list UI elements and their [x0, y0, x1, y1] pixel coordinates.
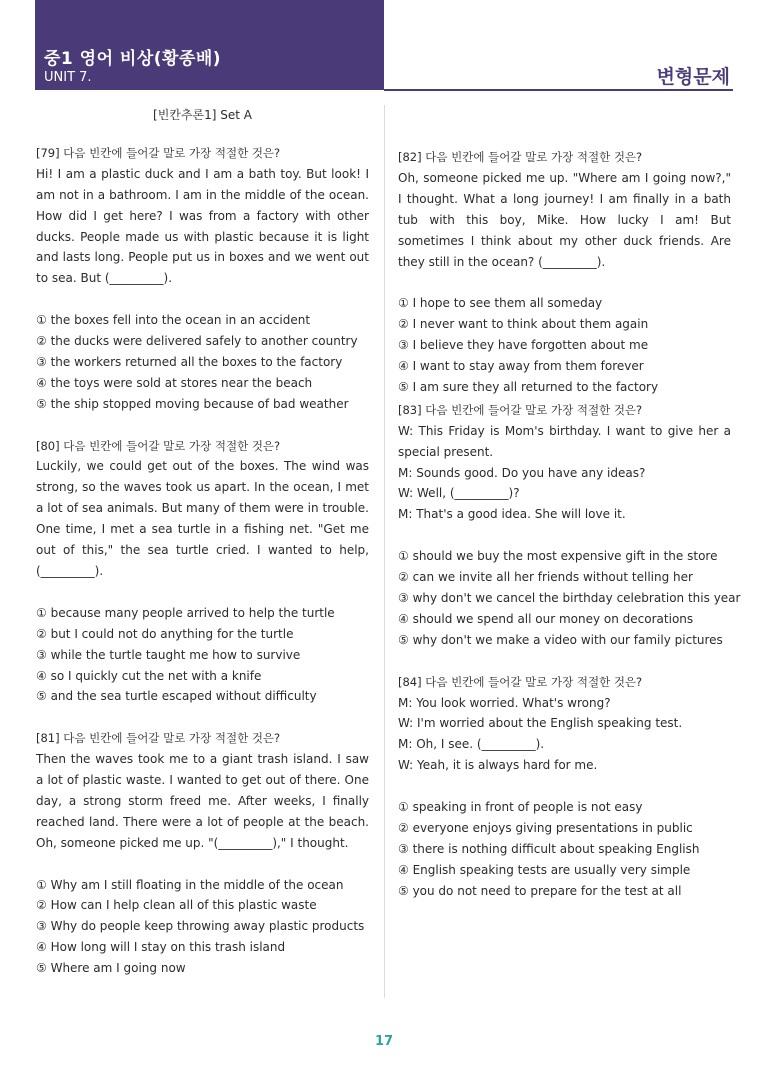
question-passage: Then the waves took me to a giant trash island. I saw a lot of plastic waste. I wanted to get out of there. One day, a strong storm freed me. After weeks, I finally reached land. There were a lot of people at the beach. Oh, someone picked me up. "(_________)," I thought.	[36, 752, 369, 850]
option-list	[398, 293, 731, 398]
option[interactable]: ① speaking in front of people is not easy	[398, 800, 643, 815]
option[interactable]: ② can we invite all her friends without telling her	[398, 570, 693, 585]
header-rule	[384, 89, 733, 91]
option-list	[398, 546, 741, 651]
option[interactable]: ② How can I help clean all of this plastic waste	[36, 898, 317, 913]
page-number: 17	[374, 1034, 394, 1049]
option[interactable]: ③ the workers returned all the boxes to the factory	[36, 354, 343, 369]
left-column	[36, 105, 369, 979]
option-list	[36, 310, 369, 415]
option[interactable]: ④ English speaking tests are usually very simple	[398, 862, 691, 877]
question-header: [80] 다음 빈칸에 들어갈 말로 가장 적절한 것은?	[36, 438, 281, 453]
option-list	[36, 875, 369, 980]
option-list	[36, 603, 369, 708]
book-title: 중1 영어 비상(황종배)	[44, 49, 222, 69]
question-80	[36, 436, 369, 708]
question-83	[398, 400, 741, 651]
option[interactable]: ③ why don't we cancel the birthday celebration this year	[398, 591, 741, 605]
question-header: [84] 다음 빈칸에 들어갈 말로 가장 적절한 것은?	[398, 674, 643, 689]
question-header: [81] 다음 빈칸에 들어갈 말로 가장 적절한 것은?	[36, 731, 281, 746]
option[interactable]: ⑤ you do not need to prepare for the test at all	[398, 883, 682, 898]
option[interactable]: ① the boxes fell into the ocean in an accident	[36, 313, 311, 328]
question-79	[36, 143, 369, 415]
option[interactable]: ② everyone enjoys giving presentations in public	[398, 820, 693, 835]
section-label: 변형문제	[656, 66, 730, 88]
option[interactable]: ③ I believe they have forgotten about me	[398, 338, 649, 353]
question-passage: Luckily, we could get out of the boxes. The wind was strong, so the waves took us apart. In the ocean, I met a lot of sea animals. But many of them were in trouble. One time, I met a sea turtle in a fishing net. "Get me out of this," the sea turtle cried. I wanted to help, (_________).	[36, 459, 369, 578]
option[interactable]: ② but I could not do anything for the turtle	[36, 626, 294, 641]
option[interactable]: ③ Why do people keep throwing away plastic products	[36, 919, 365, 934]
option-list	[398, 797, 731, 902]
option[interactable]: ④ I want to stay away from them forever	[398, 359, 644, 374]
dialogue-line: M: Sounds good. Do you have any ideas?	[398, 465, 646, 480]
question-84	[398, 672, 731, 902]
column-divider	[384, 105, 385, 998]
option[interactable]: ④ How long will I stay on this trash island	[36, 940, 286, 955]
option[interactable]: ⑤ why don't we make a video with our family pictures	[398, 632, 723, 647]
dialogue-line: W: I'm worried about the English speaking test.	[398, 716, 683, 731]
option[interactable]: ④ the toys were sold at stores near the beach	[36, 375, 313, 390]
option[interactable]: ④ should we spend all our money on decorations	[398, 611, 694, 626]
option[interactable]: ⑤ and the sea turtle escaped without difficulty	[36, 689, 317, 704]
option[interactable]: ③ there is nothing difficult about speaking English	[398, 841, 700, 856]
option[interactable]: ② the ducks were delivered safely to another country	[36, 334, 358, 349]
option[interactable]: ⑤ the ship stopped moving because of bad weather	[36, 396, 349, 411]
dialogue-line: M: You look worried. What's wrong?	[398, 695, 611, 710]
dialogue-line: W: Well, (_________)?	[398, 486, 520, 501]
question-81	[36, 728, 369, 979]
dialogue-line: M: Oh, I see. (_________).	[398, 737, 545, 752]
set-title: [빈칸추론1] Set A	[153, 108, 252, 122]
dialogue-line: W: This Friday is Mom's birthday. I want to give her a special present.	[398, 423, 731, 459]
option[interactable]: ④ so I quickly cut the net with a knife	[36, 668, 262, 683]
option[interactable]: ① Why am I still floating in the middle of the ocean	[36, 877, 344, 892]
option[interactable]: ③ while the turtle taught me how to survive	[36, 647, 301, 662]
dialogue-line: M: That's a good idea. She will love it.	[398, 507, 626, 522]
unit-label: UNIT 7.	[44, 70, 92, 85]
question-header: [79] 다음 빈칸에 들어갈 말로 가장 적절한 것은?	[36, 145, 281, 160]
question-passage: Hi! I am a plastic duck and I am a bath toy. But look! I am not in a bathroom. I am in the middle of the ocean. How did I get here? I was from a factory with other ducks. People made us with plastic because it is light and lasts long. People put us in boxes and we went out to sea. But (_________).	[36, 166, 369, 286]
dialogue-line: W: Yeah, it is always hard for me.	[398, 758, 598, 773]
option[interactable]: ⑤ Where am I going now	[36, 961, 186, 976]
question-passage: Oh, someone picked me up. "Where am I going now?," I thought. What a long journey! I am finally in a bath tub with this boy, Mike. How lucky I am! But sometimes I think about my other duck friends. Are they still in the ocean? (_________).	[398, 170, 731, 269]
question-header: [83] 다음 빈칸에 들어갈 말로 가장 적절한 것은?	[398, 402, 643, 417]
question-header: [82] 다음 빈칸에 들어갈 말로 가장 적절한 것은?	[398, 150, 643, 164]
option[interactable]: ② I never want to think about them again	[398, 317, 649, 332]
option[interactable]: ① because many people arrived to help the turtle	[36, 605, 335, 620]
option[interactable]: ① should we buy the most expensive gift in the store	[398, 549, 718, 564]
question-82	[398, 147, 731, 398]
option[interactable]: ① I hope to see them all someday	[398, 296, 603, 311]
option[interactable]: ⑤ I am sure they all returned to the factory	[398, 379, 659, 394]
right-column	[398, 147, 741, 902]
